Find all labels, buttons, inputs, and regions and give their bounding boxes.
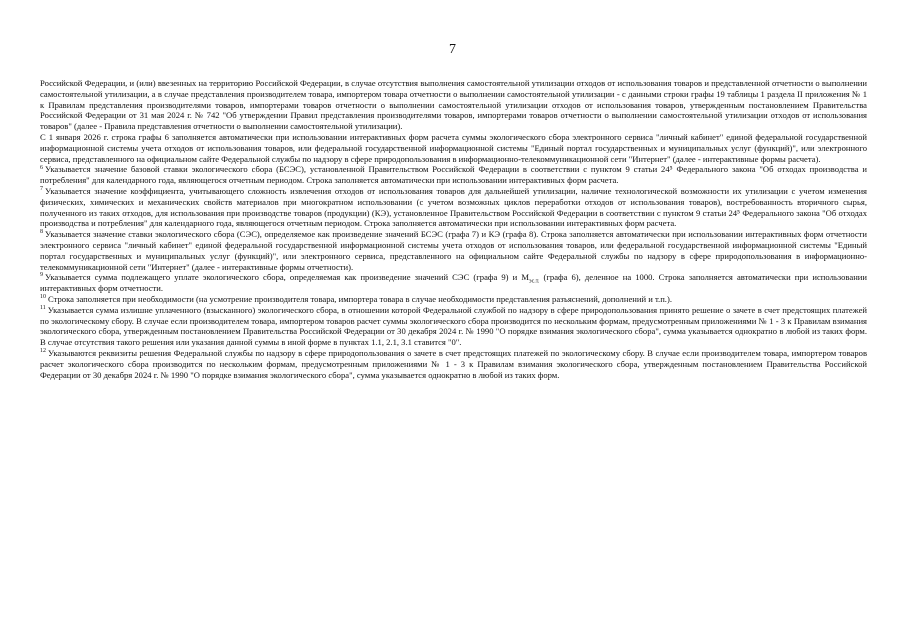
footnote-11 xyxy=(40,305,867,348)
subscript: эс.т. xyxy=(529,279,540,286)
footnote-8 xyxy=(40,229,867,272)
footnotes-block xyxy=(40,78,867,380)
footnote-6 xyxy=(40,164,867,186)
footnote-text: Указываются реквизиты решения Федеральной службы по надзору в сфере природопользования о зачете в счет предстоящих платежей по экологическому сбору. В случае если производителем товара, импортером товаров расчет экологического сбора производится по нескольким формам, предусмотренным приложениями № 1 - 3 к Правилам взимания экологического сбора, утвержденным постановлением Правительства Российской Федерации от 30 декабря 2024 г. № 1990 "О порядке взимания экологического сбора", сумма указывается однократно в любой из таких форм. xyxy=(40,347,867,380)
footnote-text: Указывается сумма излишне уплаченного (взысканного) экологического сбора, в отношении которой Федеральной службой по надзору в сфере природопользования принято решение о зачете в счет предстоящих платежей по экологическому сбору. В случае если производителем товара, импортером товаров расчет суммы экологического сбора производится по нескольким формам, предусмотренным приложениями № 1 - 3 к Правилам взимания экологического сбора, утвержденным постановлением Правительства Российской Федерации от 30 декабря 2024 г. № 1990 "О порядке взимания экологического сбора", сумма указывается однократно в любой из таких форм. В случае отсутствия такого решения или указания данной суммы в иной форме в пунктах 1.1, 2.1, 3.1 ставится "0". xyxy=(40,304,867,348)
paragraph-effective-date xyxy=(40,132,867,164)
footnote-10 xyxy=(40,294,867,305)
footnote-text: Указывается сумма подлежащего уплате экологического сбора, определяемая как произведение значений СЭС (графа 9) и М xyxy=(45,272,529,283)
paragraph-text: Российской Федерации, и (или) ввезенных на территорию Российской Федерации, в случае отсутствия выполнения самостоятельной утилизации отходов от использования товаров и представленной отчетности о выполнении самостоятельной утилизации, а в случае представления производителем товара, импортером товара отчетности о выполнении самостоятельной утилизации - с данными строки графы 19 таблицы 1 раздела II приложения № 1 к Правилам представления производителями товаров, импортерами товаров отчетности о выполнении самостоятельной утилизации отходов от использования товаров, утвержденным постановлением Правительства Российской Федерации от 31 мая 2024 г. № 742 "Об утверждении Правил представления производителями товаров, импортерами товаров отчетности о выполнении самостоятельной утилизации отходов от использования товаров" (далее - Правила представления отчетности о выполнении самостоятельной утилизации). xyxy=(40,78,867,132)
footnote-7 xyxy=(40,186,867,229)
footnote-number: 10 xyxy=(40,294,46,301)
footnote-text: (графа 6), деленное на 1000. Строка заполняется автоматически при использовании интерактивных форм отчетности. xyxy=(40,272,867,294)
footnote-text: Указывается значение ставки экологического сбора (СЭС), определяемое как произведение значений БСЭС (графа 7) и КЭ (графа 8). Строка заполняется автоматически при использовании интерактивных форм отчетности электронного сервиса "личный кабинет" единой федеральной государственной информационной системы учета отходов от использования товаров, или федеральной государственной информационной системы "Единый портал государственных и муниципальных услуг (функций)", или электронного сервиса, представленного на официальном сайте Федеральной службы по надзору в сфере природопользования в информационно-телекоммуникационной сети "Интернет" (далее - интерактивные формы отчетности). xyxy=(40,229,867,272)
page-number: 7 xyxy=(449,42,456,57)
footnote-number: 8 xyxy=(40,229,43,236)
footnote-number: 12 xyxy=(40,348,46,355)
footnote-text: Указывается значение коэффициента, учитывающего сложность извлечения отходов от использования товаров для дальнейшей утилизации, наличие технологической возможности их утилизации с учетом изменения физических, химических и механических свойств материалов при многократном использовании (с учетом возможных циклов переработки отходов от использования товаров), востребованность вторичного сырья, полученного из таких отходов, для использования при производстве товаров (продукции) (КЭ), установленное Правительством Российской Федерации в соответствии с пунктом 9 статьи 24⁵ Федерального закона "Об отходах производства и потребления" для календарного года, являющегося отчетным периодом. Строка заполняется автоматически при использовании интерактивных форм расчета. xyxy=(40,185,867,229)
footnote-9 xyxy=(40,272,867,294)
paragraph-text: С 1 января 2026 г. строка графы 6 заполняется автоматически при использовании интерактивных форм расчета суммы экологического сбора электронного сервиса "личный кабинет" единой федеральной государственной информационной системы учета отходов от использования товаров, или федеральной государственной информационной системы "Единый портал государственных и муниципальных услуг (функций)", или электронного сервиса, представленного на официальном сайте Федеральной службы по надзору в сфере природопользования в информационно-телекоммуникационной сети "Интернет" (далее - интерактивные формы расчета). xyxy=(40,131,867,164)
footnote-number: 11 xyxy=(40,304,46,311)
footnote-number: 7 xyxy=(40,186,43,193)
footnote-number: 9 xyxy=(40,272,43,279)
footnote-12 xyxy=(40,348,867,380)
footnote-text: Строка заполняется при необходимости (на усмотрение производителя товара, импортера товара в случае необходимости представления разъяснений, дополнений и т.п.). xyxy=(48,293,672,304)
paragraph-continuation xyxy=(40,78,867,132)
footnote-number: 6 xyxy=(40,164,43,171)
footnote-text: Указывается значение базовой ставки экологического сбора (БСЭС), установленной Правительством Российской Федерации в соответствии с пунктом 9 статьи 24⁵ Федерального закона "Об отходах производства и потребления" для календарного года, являющегося отчетным периодом. Строка заполняется автоматически при использовании интерактивных форм расчета. xyxy=(40,164,867,186)
